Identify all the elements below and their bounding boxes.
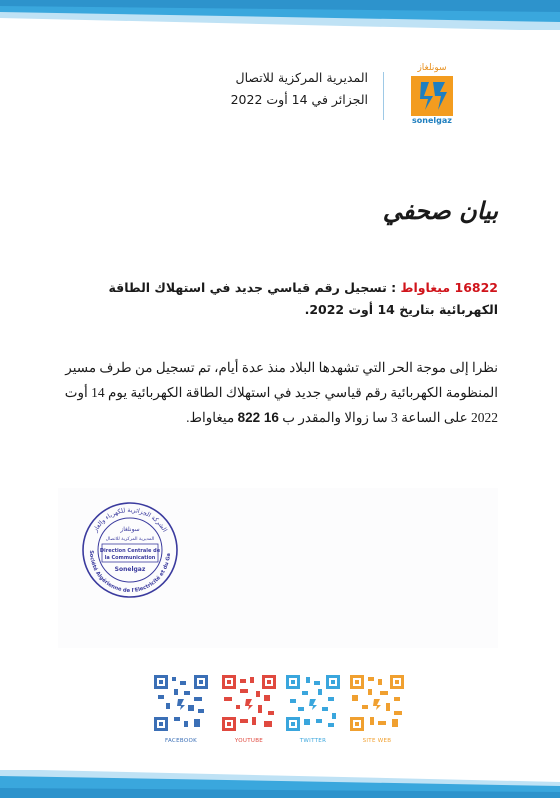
body-paragraph <box>53 355 498 430</box>
logo-arabic-name: سونلغاز <box>417 63 447 73</box>
headline-text: : تسجيل رقم قياسي جديد في استهلاك الطاقة الكهربائية بتاريخ 14 أوت 2022. <box>108 280 498 317</box>
body-text-part1: نظرا إلى موجة الحر التي تشهدها البلاد منذ عدة أيام، تم تسجيل من طرف مسير المنظومة الكهربائية رقم قياسي جديد في استهلاك الطاقة الكهربائية يوم 14 أوت 2022 على الساعة 3 سا زوالا والمقدر ب <box>64 360 498 425</box>
body-value: 16 822 <box>237 410 279 425</box>
stamp-ring-bottom: Société Algérienne de l'Electricité et du Ga <box>87 550 173 595</box>
stamp-center-ar2: المديرية المركزية للاتصال <box>105 537 155 542</box>
facebook-label[interactable]: FACEBOOK <box>165 738 197 744</box>
facebook-qr-icon[interactable] <box>154 675 208 731</box>
document-title: بيان صحفي <box>382 196 498 225</box>
stamp-center-ar: سونلغاز <box>120 526 140 533</box>
top-decorative-band <box>0 0 560 42</box>
stamp-center-fr3: Sonelgaz <box>114 566 146 573</box>
sonelgaz-logo <box>407 63 457 127</box>
official-stamp <box>80 500 180 600</box>
stamp-ring-top: الشركة الجزائرية للكهرباء والغاز <box>91 506 169 534</box>
website-qr-icon[interactable] <box>350 675 404 731</box>
header-divider <box>383 72 384 120</box>
headline <box>58 277 498 321</box>
department-name: المديرية المركزية للاتصال <box>235 70 368 85</box>
youtube-label[interactable]: YOUTUBE <box>234 738 264 744</box>
bottom-decorative-band <box>0 762 560 798</box>
stamp-center-fr1: Direction Centrale de <box>99 548 161 554</box>
twitter-label[interactable]: TWITTER <box>299 738 327 744</box>
sonelgaz-emblem-icon <box>411 76 453 116</box>
youtube-qr-icon[interactable] <box>222 675 276 731</box>
twitter-qr-icon[interactable] <box>286 675 340 731</box>
body-text-part2: ميغاواط. <box>186 410 238 425</box>
stamp-center-fr2: la Communication <box>104 555 156 561</box>
social-links <box>150 675 410 755</box>
logo-latin-name: sonelgaz <box>412 116 452 125</box>
dateline: الجزائر في 14 أوت 2022 <box>230 92 368 107</box>
headline-value: 16822 ميغاواط <box>400 280 498 295</box>
website-label[interactable]: SITE WEB <box>362 738 392 744</box>
